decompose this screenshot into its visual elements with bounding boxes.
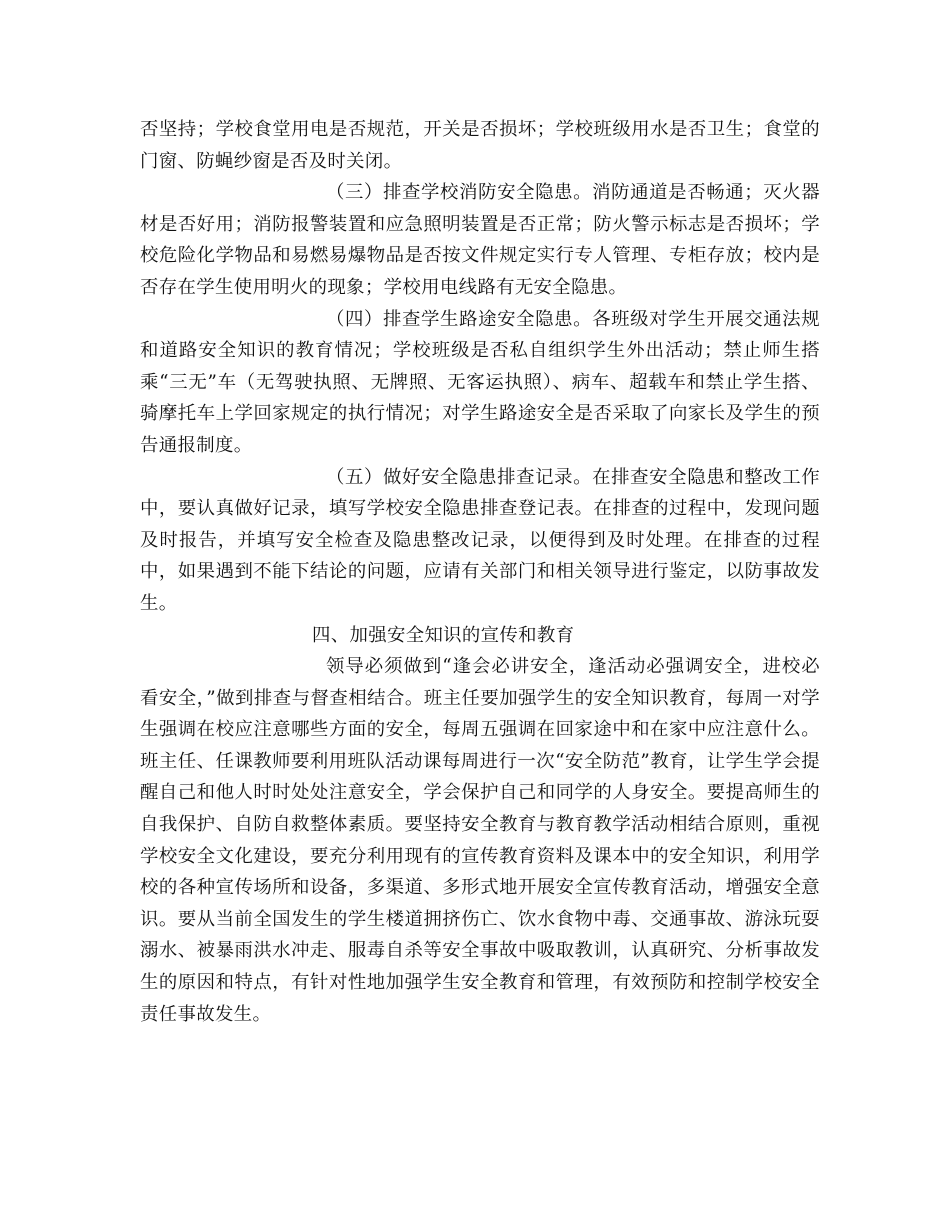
paragraph-route-safety: （四）排查学生路途安全隐患。各班级对学生开展交通法规和道路安全知识的教育情况；学校班级是否私自组织学生外出活动；禁止师生搭乘“三无”车（无驾驶执照、无牌照、无客运执照）、病车、超载车和禁止学生搭、骑摩托车上学回家规定的执行情况；对学生路途安全是否采取了向家长及学生的预告通报制度。 <box>140 308 820 456</box>
paragraph-continuation: 否坚持；学校食堂用电是否规范，开关是否损坏；学校班级用水是否卫生；食堂的门窗、防蝇纱窗是否及时关闭。 <box>140 119 820 172</box>
section-heading: 四、加强安全知识的宣传和教育 <box>312 624 575 646</box>
paragraph-safety-education: 领导必须做到“逢会必讲安全，逢活动必强调安全，进校必看安全，”做到排查与督查相结合。班主任要加强学生的安全知识教育，每周一对学生强调在校应注意哪些方面的安全，每周五强调在回家途中和在家中应注意什么。班主任、任课教师要利用班队活动课每周进行一次“安全防范”教育，让学生学会提醒自己和他人时时处处注意安全，学会保护自己和同学的人身安全。要提高师生的自我保护、自防自救整体素质。要坚持安全教育与教育教学活动相结合原则，重视学校安全文化建设，要充分利用现有的宣传教育资料及课本中的安全知识，利用学校的各种宣传场所和设备，多渠道、多形式地开展安全宣传教育活动，增强安全意识。要从当前全国发生的学生楼道拥挤伤亡、饮水食物中毒、交通事故、游泳玩耍溺水、被暴雨洪水冲走、服毒自杀等安全事故中吸取教训，认真研究、分析事故发生的原因和特点，有针对性地加强学生安全教育和管理，有效预防和控制学校安全责任事故发生。 <box>140 656 820 1025</box>
paragraph-inspection-records: （五）做好安全隐患排查记录。在排查安全隐患和整改工作中，要认真做好记录，填写学校安全隐患排查登记表。在排查的过程中，发现问题及时报告，并填写安全检查及隐患整改记录，以便得到及时处理。在排查的过程中，如果遇到不能下结论的问题，应请有关部门和相关领导进行鉴定，以防事故发生。 <box>140 466 820 614</box>
paragraph-fire-safety: （三）排查学校消防安全隐患。消防通道是否畅通；灭火器材是否好用；消防报警装置和应急照明装置是否正常；防火警示标志是否损坏；学校危险化学物品和易燃易爆物品是否按文件规定实行专人管理、专柜存放；校内是否存在学生使用明火的现象；学校用电线路有无安全隐患。 <box>140 182 820 298</box>
